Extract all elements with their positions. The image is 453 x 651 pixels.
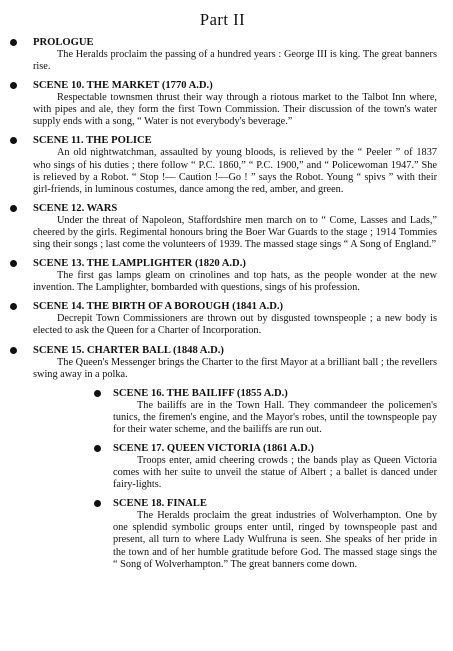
bullet-icon bbox=[10, 137, 17, 144]
bullet-icon bbox=[94, 390, 101, 397]
section-body: The Heralds proclaim the passing of a hundred years : George III is king. The great banners rise. bbox=[33, 49, 437, 73]
section-heading: PROLOGUE bbox=[33, 37, 94, 48]
section-body: The Queen's Messenger brings the Charter to the first Mayor at a brilliant ball ; the revellers swing away in a polka. bbox=[33, 356, 437, 380]
bullet-icon bbox=[10, 39, 17, 46]
bullet-icon bbox=[10, 303, 17, 310]
section-scene-12 bbox=[8, 202, 437, 251]
section-heading: SCENE 14. THE BIRTH OF A BOROUGH (1841 A.D.) bbox=[33, 301, 284, 313]
section-heading: SCENE 11. THE POLICE bbox=[33, 135, 152, 147]
section-scene-11 bbox=[8, 134, 437, 195]
bullet-icon bbox=[10, 205, 17, 212]
section-scene-15 bbox=[8, 344, 437, 381]
section-heading: SCENE 10. THE MARKET (1770 A.D.) bbox=[33, 80, 213, 92]
bullet-icon bbox=[94, 445, 101, 452]
section-body: Decrepit Town Commissioners are thrown out by disgusted townspeople ; a new body is elected to ask the Queen for a Charter of Incorporation. bbox=[33, 313, 437, 337]
section-heading: SCENE 15. CHARTER BALL (1848 A.D.) bbox=[33, 344, 224, 356]
section-body: An old nightwatchman, assaulted by young bloods, is relieved by the “ Peeler ” of 1837 who sings of his duties ; there follow “ P.C. 1860,” “ P.C. 1900,” and “ Policewoman 1947.” She is relieved by a Robot. “ Stop !— Caution !—Go ! ” says the Robot. Young “ spivs ” with their girl-friends, in luminous costumes, dance among the red, amber, and green. bbox=[33, 147, 437, 195]
section-scene-17 bbox=[8, 442, 437, 491]
section-prologue bbox=[8, 36, 437, 73]
section-scene-10 bbox=[8, 79, 437, 128]
section-scene-18 bbox=[8, 497, 437, 570]
part-title: Part II bbox=[199, 10, 246, 29]
section-heading: SCENE 17. QUEEN VICTORIA (1861 A.D.) bbox=[113, 442, 314, 454]
section-heading: SCENE 16. THE BAILIFF (1855 A.D.) bbox=[113, 387, 288, 399]
section-scene-14 bbox=[8, 300, 437, 337]
section-body: The first gas lamps gleam on crinolines and top hats, as the people wonder at the new invention. The Lamplighter, bombarded with questions, sings of his profession. bbox=[33, 270, 437, 294]
bullet-icon bbox=[94, 500, 101, 507]
section-body: The Heralds proclaim the great industries of Wolverhampton. One by one splendid symbolic groups enter until, ringed by townspeople past and present, all turn to where Lady Wulfruna is seen. She speaks of her pride in the town and of her humble gratitude before God. The massed stage sings the “ Song of Wolverhampton.” The great banners come down. bbox=[113, 510, 437, 570]
section-body: Respectable townsmen thrust their way through a riotous market to the Talbot Inn where, with pipes and ale, they form the first Town Commission. Their discussion of the town's water supply ends with a song, “ Water is not everybody's beverage.” bbox=[33, 92, 437, 128]
bullet-icon bbox=[10, 82, 17, 89]
section-body: Troops enter, amid cheering crowds ; the bands play as Queen Victoria comes with her suite to unveil the statue of Albert ; a ballet is danced under fairy-lights. bbox=[113, 454, 437, 491]
bullet-icon bbox=[10, 347, 17, 354]
section-body: The bailiffs are in the Town Hall. They commandeer the policemen's tunics, the firemen's engine, and the Mayor's robes, until the townspeople pay for their water scheme, and the bailiffs are run out. bbox=[113, 399, 437, 435]
section-heading: SCENE 13. THE LAMPLIGHTER (1820 A.D.) bbox=[33, 258, 246, 270]
section-heading: SCENE 18. FINALE bbox=[113, 498, 207, 510]
bullet-icon bbox=[10, 260, 17, 267]
section-heading: SCENE 12. WARS bbox=[33, 202, 118, 214]
section-scene-13 bbox=[8, 257, 437, 294]
section-scene-16 bbox=[8, 387, 437, 436]
section-body: Under the threat of Napoleon, Staffordshire men march on to “ Come, Lasses and Lads,” cheered by the girls. Regimental honours bring the Boer War Guards to the stage ; 1914 Tommies sing their songs ; last come the volunteers of 1939. The massed stage sings “ A Song of England.” bbox=[33, 214, 437, 251]
